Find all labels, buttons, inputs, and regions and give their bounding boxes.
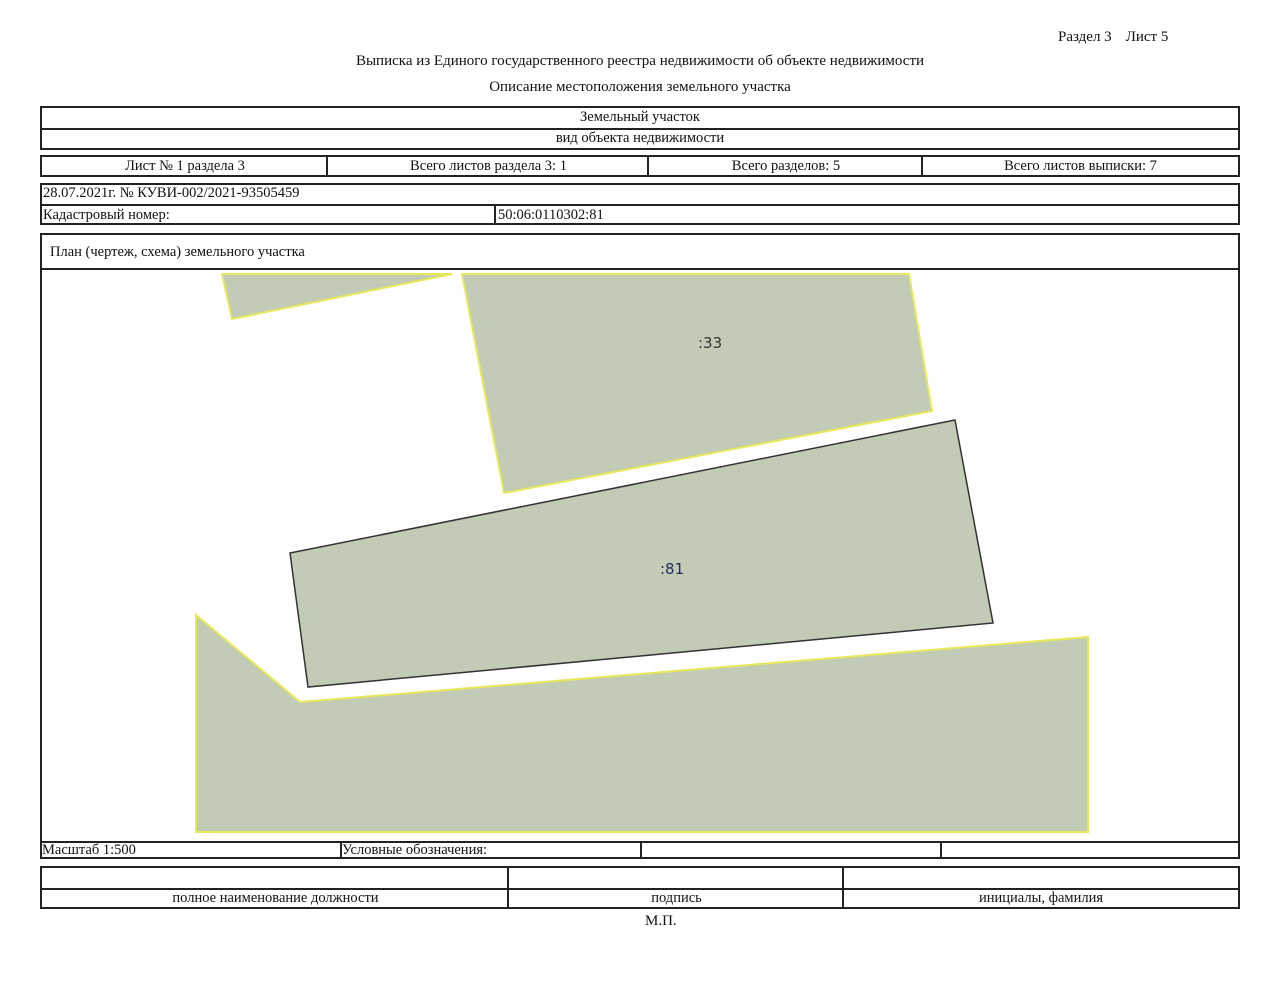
sheet-of-section: Лист № 1 раздела 3 <box>125 158 245 174</box>
parcel-label-33: :33 <box>698 334 723 352</box>
sheets-row <box>40 155 1240 177</box>
scale: Масштаб 1:500 <box>42 842 136 858</box>
object-type-caption: вид объекта недвижимости <box>555 130 725 146</box>
plan-title: План (чертеж, схема) земельного участка <box>50 244 305 260</box>
section-sheet-indicator <box>1058 29 1168 46</box>
signature-block <box>40 866 1240 909</box>
stamp-placeholder: М.П. <box>645 913 677 929</box>
plan-drawing <box>42 270 1238 841</box>
parcel-label-81: :81 <box>660 560 685 578</box>
sheet-number: Лист 5 <box>1125 29 1169 45</box>
object-type-block <box>40 106 1240 150</box>
legend-label: Условные обозначения: <box>342 842 488 858</box>
cadastral-value: 50:06:0110302:81 <box>498 207 604 223</box>
document-subtitle: Описание местоположения земельного участка <box>489 79 791 95</box>
divider <box>494 204 496 223</box>
plan-block <box>40 233 1240 859</box>
section-number: Раздел 3 <box>1058 29 1112 45</box>
total-extract-sheets: Всего листов выписки: 7 <box>1004 158 1157 174</box>
divider <box>640 841 642 857</box>
divider <box>940 841 942 857</box>
total-section-sheets: Всего листов раздела 3: 1 <box>410 158 567 174</box>
total-sections: Всего разделов: 5 <box>731 158 841 174</box>
document-title: Выписка из Единого государственного реестра недвижимости об объекте недвижимости <box>355 53 925 69</box>
neighbor-parcel-top-left <box>222 274 452 319</box>
date-number: 28.07.2021г. № КУВИ-002/2021-93505459 <box>43 185 300 201</box>
divider <box>42 204 1238 206</box>
record-block <box>40 183 1240 225</box>
position-caption: полное наименование должности <box>172 890 379 906</box>
object-type: Земельный участок <box>580 109 700 125</box>
cadastral-label: Кадастровый номер: <box>43 207 170 223</box>
initials-caption: инициалы, фамилия <box>978 890 1104 906</box>
signature-caption: подпись <box>651 890 702 906</box>
